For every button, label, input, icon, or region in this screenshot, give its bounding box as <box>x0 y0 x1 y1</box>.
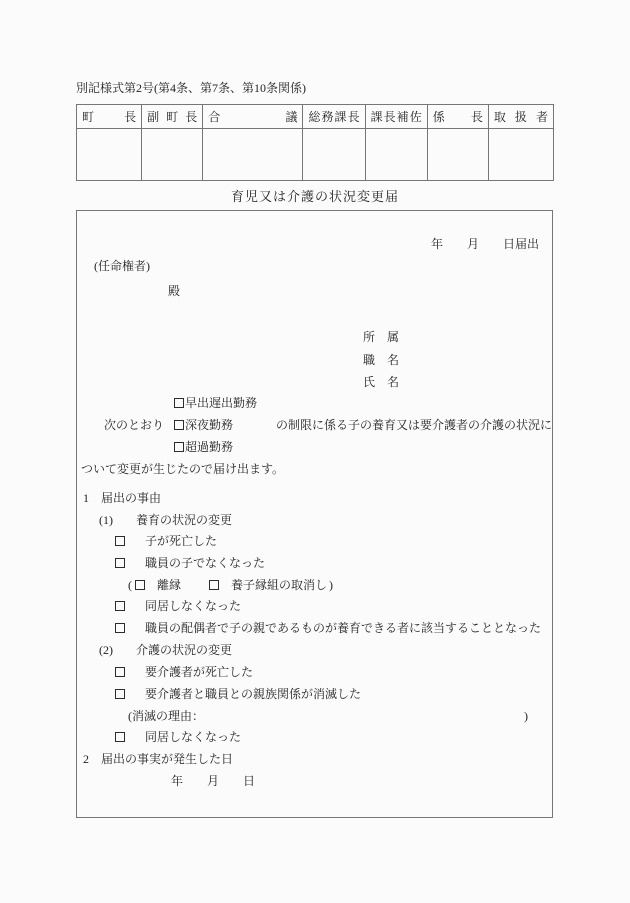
reason-item-not-employees-child <box>115 555 265 571</box>
job-title-field <box>363 352 399 368</box>
submission-date-line <box>431 236 539 252</box>
checkbox-dissolution[interactable] <box>135 580 145 590</box>
subsection1-2-heading <box>99 642 232 658</box>
checkbox-kinship-dissolved[interactable] <box>115 689 125 699</box>
checkbox-spouse-can-care[interactable] <box>115 623 125 633</box>
appointer-label: (任命権者) <box>94 259 150 273</box>
dissolution-cause-label[interactable]: (消滅の理由： <box>128 709 204 723</box>
checkbox-early-late-shift[interactable] <box>174 398 184 408</box>
reason-item-kinship-dissolved <box>115 686 361 702</box>
appointer-line <box>94 258 150 274</box>
reason-label: 職員の子でなくなった <box>145 556 266 570</box>
approval-stamp-cell[interactable] <box>365 129 427 181</box>
reason-label: 同居しなくなった <box>145 730 242 744</box>
checkbox-child-died[interactable] <box>115 536 125 546</box>
intro-continuation-line <box>81 461 284 477</box>
reason-label: 同居しなくなった <box>145 599 242 613</box>
approval-header-row <box>77 105 554 129</box>
work-option-overtime <box>174 439 233 455</box>
approval-stamp-cell[interactable] <box>77 129 142 181</box>
reason-label: 子が死亡した <box>145 534 218 548</box>
reason-item-care-recipient-died <box>115 664 253 680</box>
submission-date-text[interactable]: 年 月 日届出 <box>430 237 539 251</box>
reason-item-child-died <box>115 533 217 549</box>
checkbox-not-cohabiting[interactable] <box>115 601 125 611</box>
intro-suffix-text: の制限に係る子の養育又は要介護者の介護の状況に <box>276 418 553 432</box>
checkbox-not-employees-child[interactable] <box>115 558 125 568</box>
occurrence-date-line <box>171 773 255 789</box>
checkbox-overtime[interactable] <box>174 442 184 452</box>
addressee-line <box>168 283 180 299</box>
approval-header-consultation: 合議 <box>203 105 303 129</box>
form-body-box <box>76 210 553 818</box>
subsection1-1-heading <box>99 512 232 528</box>
approval-header-handler: 取扱者 <box>488 105 553 129</box>
section1-number: 1 <box>83 491 89 505</box>
reason-detail-dissolution-cause <box>128 708 528 724</box>
reason-label: 要介護者が死亡した <box>145 665 254 679</box>
section2-number: 2 <box>83 752 89 766</box>
paren-close: ) <box>524 709 528 723</box>
approval-stamp-cell[interactable] <box>427 129 488 181</box>
document-title: 育児又は介護の状況変更届 <box>230 189 399 204</box>
intro-prefix-line <box>104 417 164 433</box>
intro-continuation-text: ついて変更が生じたので届け出ます。 <box>81 462 285 476</box>
subsection1-2-number: (2) <box>99 643 113 657</box>
subsection1-2-title: 介護の状況の変更 <box>136 643 233 657</box>
subsection1-1-title: 養育の状況の変更 <box>136 513 233 527</box>
reason-label: 要介護者と職員との親族関係が消滅した <box>145 687 362 701</box>
reason-detail-adoption <box>128 577 333 593</box>
reason-label: 職員の配偶者で子の親であるものが養育できる者に該当することとなった <box>145 621 542 635</box>
work-option-label: 超過勤務 <box>185 440 234 454</box>
intro-prefix-text: 次のとおり <box>104 418 165 432</box>
approval-header-deputy-mayor: 副町長 <box>142 105 203 129</box>
reason-item-not-cohabiting-care <box>115 729 241 745</box>
work-option-label: 早出遅出勤務 <box>185 396 258 410</box>
section2-heading <box>83 751 233 767</box>
approval-stamp-cell[interactable] <box>142 129 203 181</box>
approval-header-mayor: 町長 <box>77 105 142 129</box>
form-reference-label: 別記様式第2号(第4条、第7条、第10条関係) <box>76 81 306 95</box>
detail-option-label: 養子縁組の取消し <box>231 578 328 592</box>
affiliation-label[interactable]: 所 属 <box>363 330 400 344</box>
section1-heading <box>83 490 161 506</box>
work-option-early-late <box>174 395 257 411</box>
name-label[interactable]: 氏 名 <box>363 375 400 389</box>
work-option-night <box>174 417 233 433</box>
checkbox-night-work[interactable] <box>174 420 184 430</box>
approval-stamp-cell[interactable] <box>488 129 553 181</box>
occurrence-date-text[interactable]: 年 月 日 <box>171 774 256 788</box>
work-option-label: 深夜勤務 <box>185 418 234 432</box>
paren-open: ( <box>128 578 132 592</box>
approval-stamp-row <box>77 129 554 181</box>
approval-header-section-head: 係長 <box>427 105 488 129</box>
approval-header-assistant-chief: 課長補佐 <box>365 105 427 129</box>
checkbox-care-recipient-died[interactable] <box>115 667 125 677</box>
approval-stamp-cell[interactable] <box>303 129 365 181</box>
detail-option-label: 離縁 <box>157 578 182 592</box>
intro-suffix-line <box>276 417 552 433</box>
reason-item-not-cohabiting <box>115 598 241 614</box>
section2-title: 届出の事実が発生した日 <box>101 752 234 766</box>
section1-title: 届出の事由 <box>101 491 162 505</box>
reason-item-spouse-can-care <box>115 620 541 636</box>
approval-stamp-table <box>76 104 554 181</box>
checkbox-adoption-cancelled[interactable] <box>209 580 219 590</box>
affiliation-field <box>363 329 399 345</box>
subsection1-1-number: (1) <box>99 513 113 527</box>
paren-close: ) <box>329 578 334 592</box>
name-field <box>363 374 399 390</box>
checkbox-not-cohabiting-care[interactable] <box>115 732 125 742</box>
addressee-suffix-label: 殿 <box>168 284 181 298</box>
job-title-label[interactable]: 職 名 <box>363 353 400 367</box>
approval-header-general-affairs-chief: 総務課長 <box>303 105 365 129</box>
approval-stamp-cell[interactable] <box>203 129 303 181</box>
